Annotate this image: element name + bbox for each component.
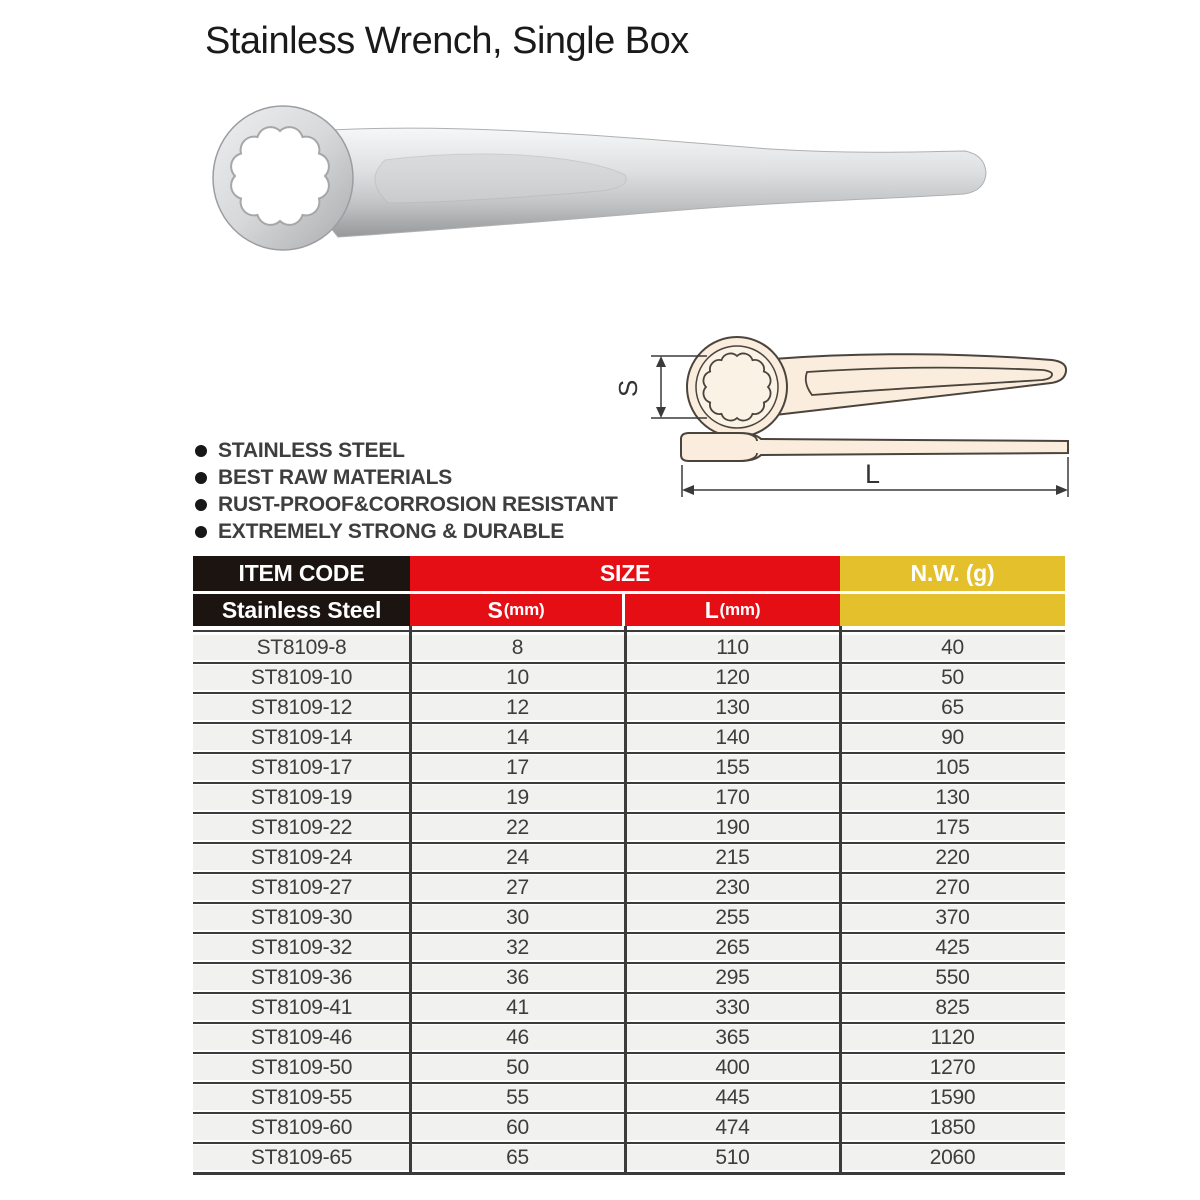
column-divider	[409, 626, 412, 1172]
header-size: SIZE	[410, 556, 840, 591]
header-nw-blank	[840, 594, 1065, 626]
l-dimension-label: L	[865, 459, 881, 489]
cell-nw: 1120	[930, 1025, 975, 1049]
cell-item-code: ST8109-32	[250, 935, 353, 959]
cell-nw: 175	[935, 815, 970, 839]
table-row	[193, 905, 1065, 930]
cell-item-code: ST8109-24	[250, 845, 353, 869]
header-nw: N.W. (g)	[840, 556, 1065, 591]
spec-table	[193, 556, 1065, 1175]
header-s-unit: (mm)	[503, 600, 545, 619]
header-l-letter: L	[704, 596, 719, 623]
table-row	[193, 635, 1065, 660]
table-row	[193, 875, 1065, 900]
table-row	[193, 1025, 1065, 1050]
feature-label: BEST RAW MATERIALS	[218, 465, 453, 489]
cell-item-code: ST8109-14	[250, 725, 353, 749]
cell-item-code: ST8109-27	[250, 875, 353, 899]
cell-item-code: ST8109-60	[250, 1115, 353, 1139]
feature-list	[195, 437, 618, 545]
cell-nw: 370	[935, 905, 970, 929]
cell-nw: 90	[941, 725, 964, 749]
table-row	[193, 935, 1065, 960]
cell-nw: 65	[941, 695, 964, 719]
cell-item-code: ST8109-19	[250, 785, 353, 809]
cell-l-mm: 190	[715, 815, 750, 839]
cell-l-mm: 120	[715, 665, 750, 689]
cell-nw: 2060	[929, 1145, 976, 1169]
column-divider	[624, 626, 627, 1172]
header-item-code: ITEM CODE	[193, 556, 410, 591]
cell-l-mm: 510	[715, 1145, 750, 1169]
cell-s-mm: 65	[506, 1145, 529, 1169]
cell-nw: 220	[935, 845, 970, 869]
table-row	[193, 665, 1065, 690]
feature-label: EXTREMELY STRONG & DURABLE	[218, 519, 565, 543]
table-row	[193, 1055, 1065, 1080]
cell-s-mm: 8	[511, 635, 524, 659]
cell-l-mm: 474	[715, 1115, 750, 1139]
header-s-letter: S	[487, 596, 503, 623]
cell-s-mm: 36	[506, 965, 529, 989]
cell-nw: 1270	[929, 1055, 976, 1079]
cell-s-mm: 50	[506, 1055, 529, 1079]
feature-label: RUST-PROOF&CORROSION RESISTANT	[218, 492, 618, 516]
cell-l-mm: 445	[715, 1085, 750, 1109]
cell-s-mm: 10	[506, 665, 529, 689]
feature-label: STAINLESS STEEL	[218, 438, 405, 462]
cell-l-mm: 155	[715, 755, 750, 779]
table-row	[193, 1085, 1065, 1110]
dimension-drawing	[615, 325, 1090, 510]
cell-l-mm: 365	[715, 1025, 750, 1049]
cell-s-mm: 60	[506, 1115, 529, 1139]
table-row	[193, 785, 1065, 810]
cell-item-code: ST8109-46	[250, 1025, 353, 1049]
cell-item-code: ST8109-22	[250, 815, 353, 839]
cell-s-mm: 27	[506, 875, 529, 899]
table-header-row-1	[193, 556, 1065, 591]
cell-item-code: ST8109-30	[250, 905, 353, 929]
header-l-unit: (mm)	[719, 600, 761, 619]
cell-item-code: ST8109-55	[250, 1085, 353, 1109]
cell-s-mm: 24	[506, 845, 529, 869]
cell-nw: 825	[935, 995, 970, 1019]
s-dimension-label: S	[615, 379, 643, 397]
bullet-icon	[195, 445, 207, 457]
cell-item-code: ST8109-12	[250, 695, 353, 719]
cell-s-mm: 41	[506, 995, 529, 1019]
cell-l-mm: 140	[715, 725, 750, 749]
cell-item-code: ST8109-50	[250, 1055, 353, 1079]
cell-s-mm: 22	[506, 815, 529, 839]
bullet-icon	[195, 472, 207, 484]
table-header-row-2	[193, 594, 1065, 626]
table-row	[193, 845, 1065, 870]
cell-s-mm: 12	[506, 695, 529, 719]
page-title: Stainless Wrench, Single Box	[205, 20, 689, 62]
table-row	[193, 1115, 1065, 1140]
cell-item-code: ST8109-65	[250, 1145, 353, 1169]
cell-l-mm: 295	[715, 965, 750, 989]
column-divider	[839, 626, 842, 1172]
cell-l-mm: 265	[715, 935, 750, 959]
product-photo	[170, 85, 1040, 280]
cell-item-code: ST8109-41	[250, 995, 353, 1019]
cell-s-mm: 19	[506, 785, 529, 809]
cell-s-mm: 32	[506, 935, 529, 959]
table-body	[193, 630, 1065, 1175]
bullet-icon	[195, 499, 207, 511]
cell-l-mm: 230	[715, 875, 750, 899]
bullet-icon	[195, 526, 207, 538]
table-row	[193, 725, 1065, 750]
table-row	[193, 695, 1065, 720]
cell-l-mm: 130	[715, 695, 750, 719]
cell-nw: 425	[935, 935, 970, 959]
cell-nw: 40	[941, 635, 964, 659]
cell-l-mm: 330	[715, 995, 750, 1019]
cell-item-code: ST8109-10	[250, 665, 353, 689]
table-row	[193, 965, 1065, 990]
table-row	[193, 995, 1065, 1020]
cell-s-mm: 17	[506, 755, 529, 779]
cell-nw: 105	[935, 755, 970, 779]
cell-l-mm: 170	[715, 785, 750, 809]
feature-item	[195, 491, 618, 518]
cell-l-mm: 400	[715, 1055, 750, 1079]
cell-item-code: ST8109-36	[250, 965, 353, 989]
cell-l-mm: 110	[716, 635, 749, 659]
header-l-mm	[625, 594, 840, 626]
cell-l-mm: 255	[715, 905, 750, 929]
cell-s-mm: 30	[506, 905, 529, 929]
technical-diagram	[615, 325, 1090, 510]
cell-item-code: ST8109-17	[250, 755, 353, 779]
cell-item-code: ST8109-8	[256, 635, 347, 659]
cell-nw: 1850	[929, 1115, 976, 1139]
cell-nw: 550	[935, 965, 970, 989]
cell-l-mm: 215	[715, 845, 750, 869]
table-row	[193, 815, 1065, 840]
wrench-photo-image	[170, 85, 1040, 280]
cell-nw: 50	[941, 665, 964, 689]
header-s-mm	[410, 594, 625, 626]
feature-item	[195, 518, 618, 545]
cell-s-mm: 14	[506, 725, 529, 749]
header-material: Stainless Steel	[193, 594, 410, 626]
feature-item	[195, 464, 618, 491]
feature-item	[195, 437, 618, 464]
cell-s-mm: 46	[506, 1025, 529, 1049]
cell-nw: 270	[935, 875, 970, 899]
cell-nw: 130	[935, 785, 970, 809]
table-row	[193, 1145, 1065, 1170]
cell-nw: 1590	[929, 1085, 976, 1109]
cell-s-mm: 55	[506, 1085, 529, 1109]
table-row	[193, 755, 1065, 780]
